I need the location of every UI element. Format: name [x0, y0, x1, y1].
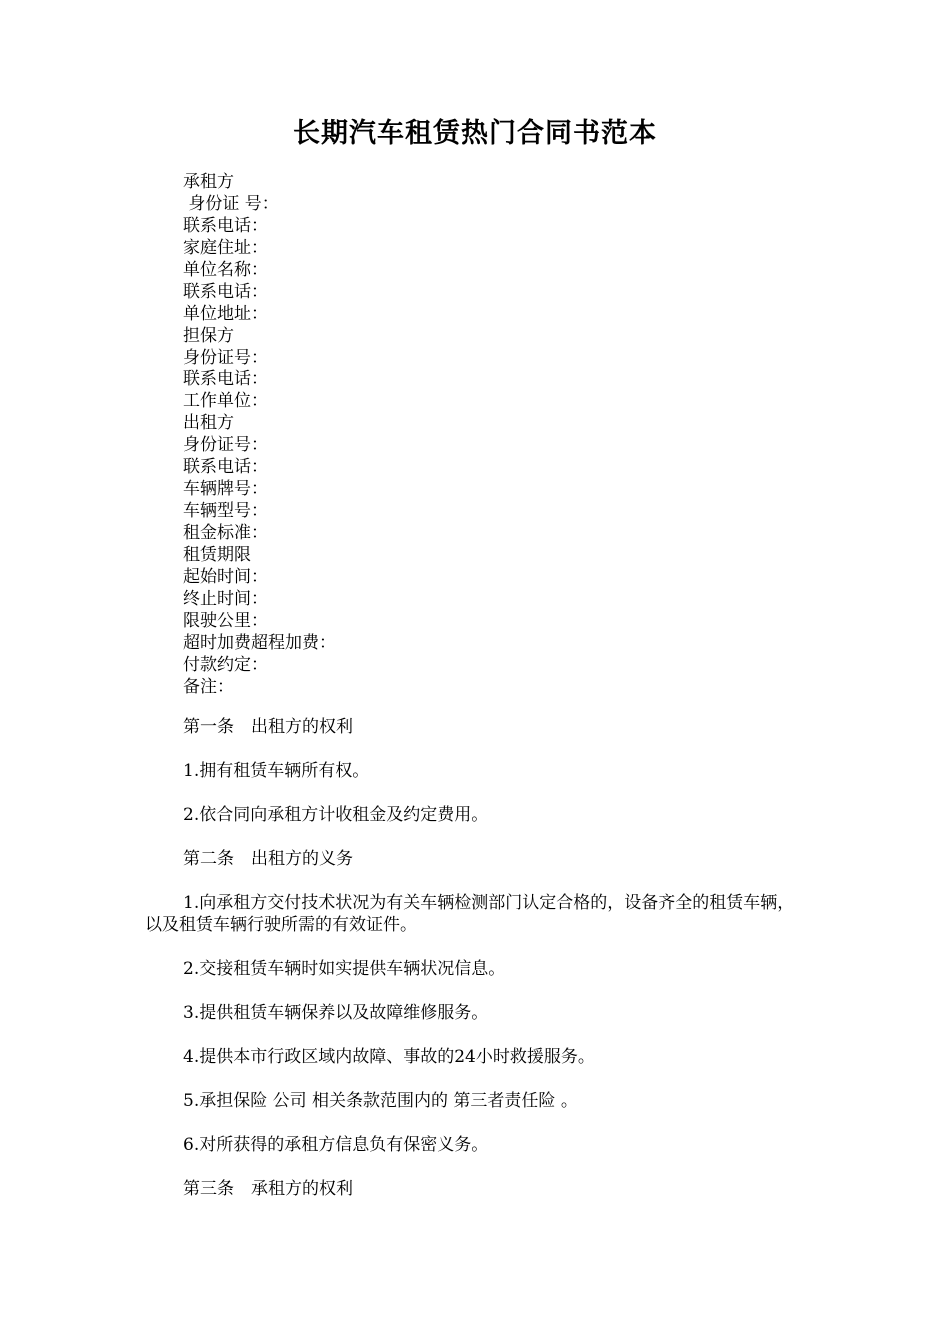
field-guarantor-id-number: 身份证号： — [183, 347, 268, 368]
field-lessor-label: 出租方 — [183, 413, 234, 434]
field-lessee-employer: 单位名称： — [183, 259, 268, 280]
field-lessee-id-number: 身份证 号： — [183, 193, 279, 214]
field-start-time: 起始时间： — [183, 566, 268, 587]
field-rent-standard: 租金标准： — [183, 523, 268, 543]
field-lessee-label: 承租方 — [183, 172, 234, 192]
article-2-clause-6: 6.对所获得的承租方信息负有保密义务。 — [183, 1135, 489, 1155]
field-lessee-employer-phone: 联系电话： — [183, 281, 268, 302]
field-guarantor-label: 担保方 — [183, 325, 234, 346]
article-2-clause-3: 3.提供租赁车辆保养以及故障维修服务。 — [183, 1003, 489, 1023]
article-2-clause-5: 5.承担保险 公司 相关条款范围内的 第三者责任险 。 — [183, 1091, 578, 1111]
field-end-time: 终止时间： — [183, 588, 268, 609]
field-lessee-home-address: 家庭住址： — [183, 237, 268, 258]
field-lessor-id-number: 身份证号： — [183, 435, 268, 456]
contract-body — [145, 716, 805, 1222]
article-1-clause-1: 1.拥有租赁车辆所有权。 — [183, 761, 370, 781]
field-lessee-phone: 联系电话： — [183, 215, 268, 236]
field-vehicle-plate: 车辆牌号： — [183, 479, 268, 500]
field-guarantor-phone: 联系电话： — [183, 369, 268, 390]
article-2-clause-2: 2.交接租赁车辆时如实提供车辆状况信息。 — [183, 959, 506, 979]
field-mileage-limit: 限驶公里： — [183, 610, 268, 631]
article-1-clause-2: 2.依合同向承租方计收租金及约定费用。 — [183, 805, 489, 825]
field-remarks: 备注： — [183, 676, 234, 697]
party-info-fields — [183, 172, 803, 699]
field-overtime-overmileage-fee: 超时加费超程加费： — [183, 632, 336, 653]
field-payment-terms: 付款约定： — [183, 654, 268, 675]
article-2-clause-1: 1.向承租方交付技术状况为有关车辆检测部门认定合格的，设备齐全的租赁车辆，以及租赁车辆行驶所需的有效证件。 — [145, 893, 795, 935]
article-2-heading: 第二条 出租方的义务 — [183, 849, 353, 869]
field-lessor-phone: 联系电话： — [183, 457, 268, 478]
field-vehicle-model: 车辆型号： — [183, 501, 268, 522]
field-guarantor-workplace: 工作单位： — [183, 391, 268, 412]
field-lease-term-label: 租赁期限 — [183, 544, 251, 565]
article-3-heading: 第三条 承租方的权利 — [183, 1179, 353, 1199]
article-2-clause-4: 4.提供本市行政区域内故障、事故的24小时救援服务。 — [183, 1047, 595, 1067]
document-title: 长期汽车租赁热门合同书范本 — [293, 118, 657, 149]
field-lessee-employer-address: 单位地址： — [183, 303, 268, 324]
article-1-heading: 第一条 出租方的权利 — [183, 717, 353, 737]
